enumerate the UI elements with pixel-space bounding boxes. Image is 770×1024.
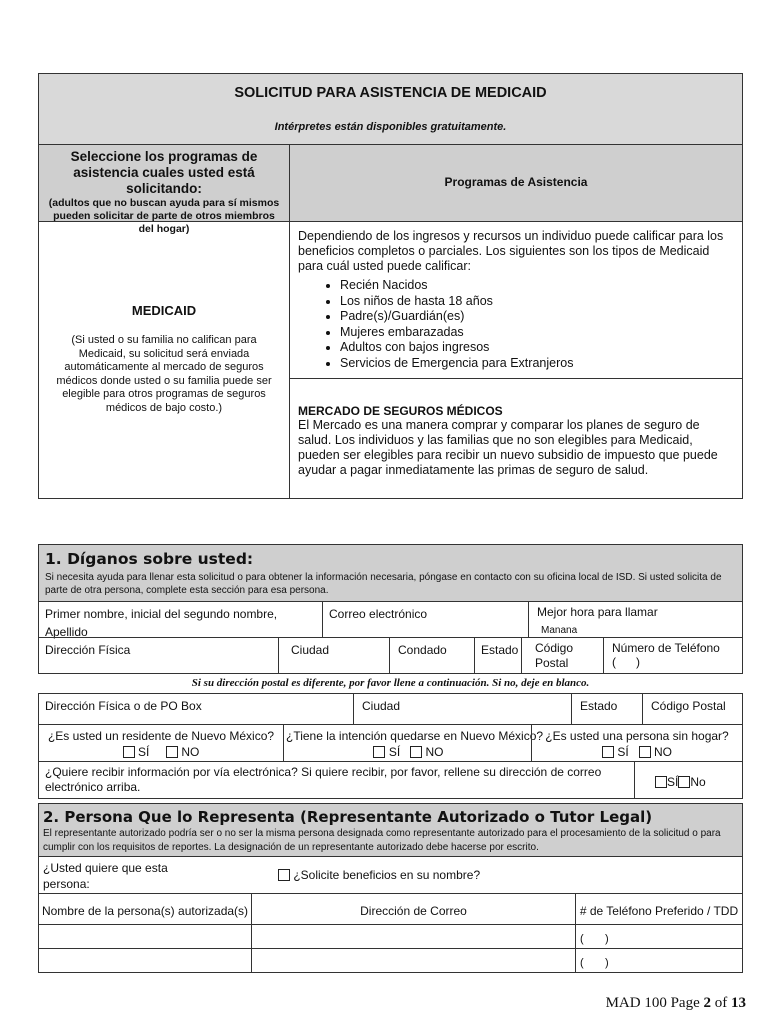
section2-desc: El representante autorizado podría ser o no ser la misma persona designada como representante autorizado para el procesamiento de la solicitud o para cumplir con los requisitos de reportes. La designación de un representante autorizado debe hacerse por escrito. (43, 828, 721, 853)
postal-address-label: Dirección Física o de PO Box (45, 699, 202, 713)
homeless-no-checkbox[interactable] (639, 746, 651, 758)
postal-zip-field[interactable] (642, 693, 743, 725)
rep-phone-1-value: ( ) (580, 933, 609, 945)
state-label: Estado (481, 643, 519, 657)
postal-state-label: Estado (580, 699, 618, 713)
postal-note: Si su dirección postal es diferente, por favor llene a continuación. Si no, deje en blanco. (191, 677, 590, 689)
electronic-no-checkbox[interactable] (678, 776, 690, 788)
homeless-yes-checkbox[interactable] (602, 746, 614, 758)
city-field[interactable] (278, 637, 390, 674)
rep-phone-1[interactable] (575, 924, 743, 949)
phone-field[interactable] (603, 637, 743, 674)
col-name-header (38, 893, 252, 925)
section1-title: 1. Díganos sobre usted: (45, 550, 254, 568)
programs-assistance-label: Programas de Asistencia (444, 175, 588, 189)
col-address-label: Dirección de Correo (360, 904, 467, 918)
list-item: • Padre(s)/Guardián(es) (340, 309, 734, 325)
list-item: • Mujeres embarazadas (340, 325, 734, 341)
list-item: • Los niños de hasta 18 años (340, 294, 734, 310)
city-label: Ciudad (291, 643, 330, 657)
list-item: • Recién Nacidos (340, 278, 734, 294)
q-intend-label: ¿Tiene la intención quedarse en Nuevo México? (286, 729, 544, 743)
zip-label: Código Postal (535, 641, 574, 670)
phone-label: Número de Teléfono (612, 641, 720, 655)
col-name-label: Nombre de la persona(s) autorizada(s) (41, 904, 249, 918)
apply-on-behalf-checkbox[interactable] (278, 869, 290, 881)
list-item: • Adultos con bajos ingresos (340, 340, 734, 356)
email-field[interactable] (322, 601, 529, 638)
postal-city-field[interactable] (353, 693, 572, 725)
postal-address-field[interactable] (38, 693, 354, 725)
best-time-label: Mejor hora para llamar (537, 605, 658, 619)
name-field[interactable] (38, 601, 323, 638)
phone-value: ( ) (612, 655, 640, 669)
intend-yes-checkbox[interactable] (373, 746, 385, 758)
apply-on-behalf-label: ¿Solicite beneficios en su nombre? (293, 868, 481, 882)
best-time-value: Manana (541, 625, 578, 636)
medicaid-types-cell (289, 221, 743, 379)
county-field[interactable] (389, 637, 475, 674)
q-intend-cell (283, 724, 544, 762)
table-row[interactable] (38, 924, 252, 949)
email-label: Correo electrónico (329, 607, 428, 621)
table-row[interactable] (251, 924, 576, 949)
electronic-yes-checkbox[interactable] (655, 776, 667, 788)
form-header (38, 73, 743, 145)
resident-no-checkbox[interactable] (166, 746, 178, 758)
marketplace-cell (289, 378, 743, 499)
footer-of: of (711, 995, 731, 1011)
medicaid-types-list (298, 278, 734, 371)
intend-no-label: NO (425, 745, 444, 759)
section1-desc: Si necesita ayuda para llenar esta solicitud o para obtener la información necesaria, póngase en contacto con su oficina local de ISD. Si usted solicita de parte de otra persona, complete esta sección para esa persona. (45, 572, 722, 596)
form-title: SOLICITUD PARA ASISTENCIA DE MEDICAID (234, 85, 547, 101)
q-want-label: ¿Usted quiere que esta persona: (43, 861, 168, 891)
address-label: Dirección Física (45, 643, 131, 657)
col-phone-header (575, 893, 743, 925)
table-row[interactable] (251, 948, 576, 973)
footer-total: 13 (731, 995, 746, 1011)
table-row[interactable] (38, 948, 252, 973)
col-address-header (251, 893, 576, 925)
postal-zip-label: Código Postal (651, 699, 726, 713)
homeless-no-label: NO (654, 745, 673, 759)
programs-left-header (38, 144, 290, 235)
electronic-answer-cell (634, 761, 743, 799)
medicaid-intro: Dependiendo de los ingresos y recursos un individuo puede calificar para los beneficios completos o parciales. Los siguientes son los tipos de Medicaid para cuál usted puede calificar: (298, 229, 724, 273)
resident-yes-label: SÍ (137, 745, 150, 759)
postal-city-label: Ciudad (362, 699, 401, 713)
intend-yes-label: SÍ (388, 745, 401, 759)
electronic-no-label: No (690, 775, 706, 789)
section2-title: 2. Persona Que lo Representa (Representante Autorizado o Tutor Legal) (43, 808, 653, 826)
list-item: • Servicios de Emergencia para Extranjeros (340, 356, 734, 372)
section1-header (38, 544, 743, 602)
marketplace-text: El Mercado es una manera comprar y comparar los planes de seguro de salud. Los individuos y las familias que no son elegibles para Medicaid, pueden ser elegibles para recibir un nuevo subsidio de impuesto que puede ayudar a pagar inmediatamente las primas de seguro de salud. (298, 418, 718, 477)
q-want-cell (38, 856, 743, 894)
medicaid-note: (Si usted o su familia no califican para Medicaid, su solicitud será enviada automáticamente al mercado de seguros médicos donde usted o su familia puede ser elegible para otros programas de seguros médicos de bajo costo.) (56, 334, 272, 414)
q-homeless-label: ¿Es usted una persona sin hogar? (545, 729, 729, 743)
form-subtitle: Intérpretes están disponibles gratuitamente. (274, 121, 507, 133)
q-homeless-cell (531, 724, 743, 762)
programs-select-note: (adultos que no buscan ayuda para sí mismos pueden solicitar de parte de otros miembros del hogar) (48, 197, 280, 235)
best-time-field[interactable] (528, 601, 743, 638)
footer-form: MAD 100 Page (605, 995, 704, 1011)
rep-phone-2-value: ( ) (580, 957, 609, 969)
marketplace-title: MERCADO DE SEGUROS MÉDICOS (298, 404, 503, 418)
page-footer (606, 995, 746, 1012)
col-phone-label: # de Teléfono Preferido / TDD (579, 904, 739, 918)
q-resident-label: ¿Es usted un residente de Nuevo México? (47, 729, 275, 743)
programs-right-header (289, 144, 743, 222)
county-label: Condado (398, 643, 447, 657)
intend-no-checkbox[interactable] (410, 746, 422, 758)
footer-page: 2 (703, 995, 711, 1011)
q-electronic-cell (38, 761, 635, 799)
q-resident-cell (38, 724, 284, 762)
resident-no-label: NO (181, 745, 200, 759)
medicaid-cell (38, 221, 290, 499)
state-field[interactable] (474, 637, 522, 674)
rep-phone-2[interactable] (575, 948, 743, 973)
section2-header (38, 803, 743, 857)
name-label: Primer nombre, inicial del segundo nombre, Apellido (45, 607, 278, 639)
q-electronic-label: ¿Quiere recibir información por vía electrónica? Si quiere recibir, por favor, rellene su dirección de correo electrónico arriba. (45, 765, 602, 794)
address-field[interactable] (38, 637, 279, 674)
programs-select-label: Seleccione los programas de asistencia cuales usted está solicitando: (70, 149, 258, 196)
electronic-yes-label: SÍ (667, 775, 679, 789)
postal-state-field[interactable] (571, 693, 643, 725)
homeless-yes-label: SÍ (617, 745, 629, 759)
zip-field[interactable] (521, 637, 604, 674)
resident-yes-checkbox[interactable] (123, 746, 135, 758)
medicaid-title: MEDICAID (131, 303, 197, 318)
